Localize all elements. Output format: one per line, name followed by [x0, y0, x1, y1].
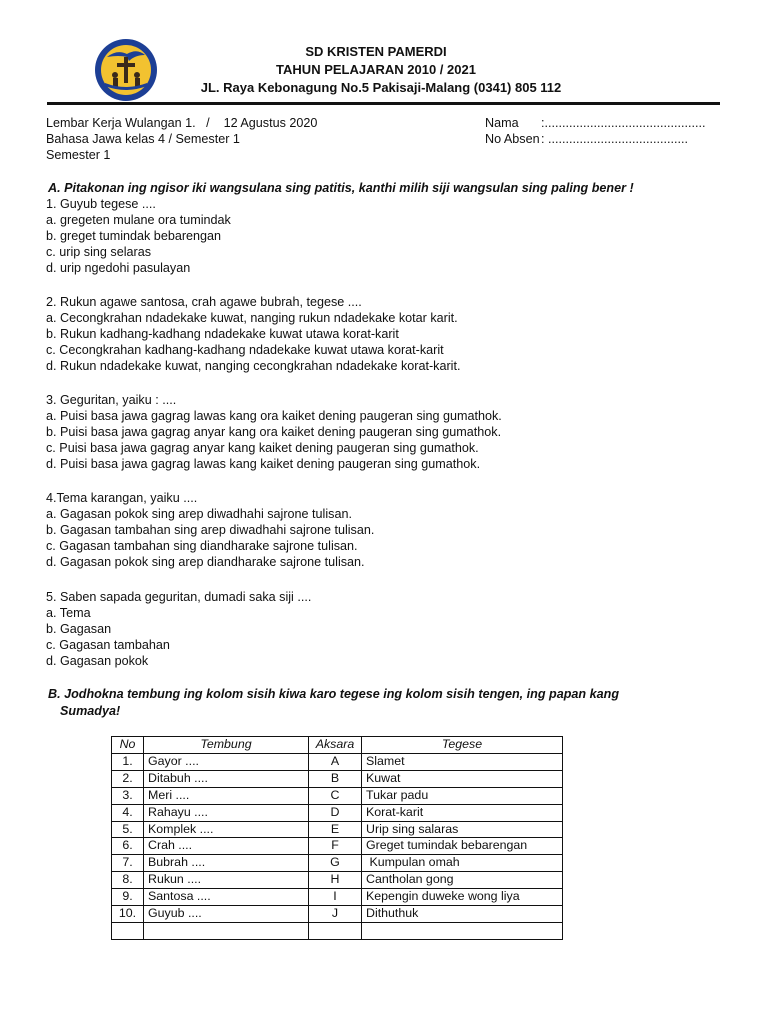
option[interactable]: d. Gagasan pokok	[46, 654, 149, 669]
row-number: 1.	[112, 753, 144, 770]
row-number: 2.	[112, 770, 144, 787]
matching-table	[111, 736, 563, 940]
option[interactable]: c. Puisi basa jawa gagrag anyar kang kaiket dening paugeran sing gumathok.	[46, 441, 479, 456]
section-b-title	[48, 686, 619, 720]
option[interactable]: a. Tema	[46, 606, 91, 621]
row-tegese: Tukar padu	[362, 787, 563, 804]
worksheet-title: Lembar Kerja Wulangan 1. / 12 Agustus 2020	[46, 116, 318, 130]
table-row	[112, 753, 563, 770]
question-4	[46, 490, 374, 570]
row-number: 3.	[112, 787, 144, 804]
student-info	[485, 115, 705, 147]
option[interactable]: b. Gagasan tambahan sing arep diwadhahi sajrone tulisan.	[46, 523, 375, 538]
row-tembung[interactable]: Gayor ....	[144, 753, 309, 770]
row-tembung[interactable]: Meri ....	[144, 787, 309, 804]
worksheet-subject: Bahasa Jawa kelas 4 / Semester 1	[46, 132, 240, 146]
row-aksara: J	[309, 906, 362, 923]
option[interactable]: c. urip sing selaras	[46, 245, 151, 260]
row-number: 8.	[112, 872, 144, 889]
option[interactable]: d. Gagasan pokok sing arep diandharake sajrone tulisan.	[46, 555, 365, 570]
table-row	[112, 872, 563, 889]
row-tegese: Urip sing salaras	[362, 821, 563, 838]
table-header-row	[112, 737, 563, 754]
question-2	[46, 294, 460, 374]
row-tembung[interactable]	[144, 922, 309, 939]
table-row	[112, 838, 563, 855]
option[interactable]: a. Cecongkrahan ndadekake kuwat, nanging rukun ndadekake kotar karit.	[46, 311, 458, 326]
question-text: 4.Tema karangan, yaiku ....	[46, 491, 198, 505]
row-number: 6.	[112, 838, 144, 855]
row-tegese	[362, 922, 563, 939]
question-1	[46, 196, 231, 276]
option[interactable]: b. Gagasan	[46, 622, 112, 637]
row-tembung[interactable]: Santosa ....	[144, 889, 309, 906]
name-row[interactable]	[485, 115, 705, 131]
table-row	[112, 804, 563, 821]
school-address: JL. Raya Kebonagung No.5 Pakisaji-Malang (0341) 805 112	[200, 80, 562, 95]
option[interactable]: b. Rukun kadhang-kadhang ndadekake kuwat utawa korat-karit	[46, 327, 399, 342]
option[interactable]: b. greget tumindak bebarengan	[46, 229, 222, 244]
row-number: 9.	[112, 889, 144, 906]
row-aksara: I	[309, 889, 362, 906]
row-tembung[interactable]: Komplek ....	[144, 821, 309, 838]
header-divider	[47, 102, 720, 105]
table-body	[112, 753, 563, 939]
row-aksara: F	[309, 838, 362, 855]
row-number	[112, 922, 144, 939]
row-tegese: Kumpulan omah	[362, 855, 563, 872]
option[interactable]: a. Puisi basa jawa gagrag lawas kang ora kaiket dening paugeran sing gumathok.	[46, 409, 502, 424]
row-tembung[interactable]: Rukun ....	[144, 872, 309, 889]
table-row	[112, 906, 563, 923]
absen-blank[interactable]: : ........................................	[541, 132, 688, 146]
option[interactable]: c. Cecongkrahan kadhang-kadhang ndadekake kuwat utawa korat-karit	[46, 343, 444, 358]
question-text: 3. Geguritan, yaiku : ....	[46, 393, 177, 407]
row-tembung[interactable]: Rahayu ....	[144, 804, 309, 821]
section-a-title: A. Pitakonan ing ngisor iki wangsulana sing patitis, kanthi milih siji wangsulan sing paling bener !	[48, 181, 634, 195]
table-row	[112, 889, 563, 906]
row-aksara: A	[309, 753, 362, 770]
option[interactable]: c. Gagasan tambahan sing diandharake sajrone tulisan.	[46, 539, 358, 554]
row-tegese: Greget tumindak bebarengan	[362, 838, 563, 855]
row-tegese: Kuwat	[362, 770, 563, 787]
table-row	[112, 821, 563, 838]
question-3	[46, 392, 502, 472]
question-text: 5. Saben sapada geguritan, dumadi saka siji ....	[46, 590, 312, 604]
row-tembung[interactable]: Crah ....	[144, 838, 309, 855]
option[interactable]: b. Puisi basa jawa gagrag anyar kang ora kaiket dening paugeran sing gumathok.	[46, 425, 502, 440]
absen-row[interactable]	[485, 131, 705, 147]
col-header-tegese: Tegese	[362, 737, 563, 754]
name-blank[interactable]: :..............................................	[541, 116, 706, 130]
row-aksara: E	[309, 821, 362, 838]
school-name: SD KRISTEN PAMERDI	[305, 44, 447, 59]
row-tegese: Cantholan gong	[362, 872, 563, 889]
table-row	[112, 770, 563, 787]
question-text: 2. Rukun agawe santosa, crah agawe bubrah, tegese ....	[46, 295, 362, 309]
row-tembung[interactable]: Guyub ....	[144, 906, 309, 923]
section-b-title-line1: B. Jodhokna tembung ing kolom sisih kiwa karo tegese ing kolom sisih tengen, ing papan kang	[48, 687, 620, 701]
row-aksara: B	[309, 770, 362, 787]
col-header-tembung: Tembung	[144, 737, 309, 754]
row-aksara	[309, 922, 362, 939]
option[interactable]: c. Gagasan tambahan	[46, 638, 170, 653]
option[interactable]: a. Gagasan pokok sing arep diwadhahi sajrone tulisan.	[46, 507, 352, 522]
col-header-aksara: Aksara	[309, 737, 362, 754]
row-number: 4.	[112, 804, 144, 821]
table-row	[112, 787, 563, 804]
row-number: 10.	[112, 906, 144, 923]
option[interactable]: d. Rukun ndadekake kuwat, nanging cecongkrahan ndadekake korat-karit.	[46, 359, 461, 374]
row-tembung[interactable]: Ditabuh ....	[144, 770, 309, 787]
row-aksara: C	[309, 787, 362, 804]
row-aksara: D	[309, 804, 362, 821]
option[interactable]: a. gregeten mulane ora tumindak	[46, 213, 231, 228]
row-tembung[interactable]: Bubrah ....	[144, 855, 309, 872]
row-number: 7.	[112, 855, 144, 872]
name-label: Nama	[485, 116, 519, 130]
worksheet-semester: Semester 1	[46, 148, 111, 162]
option[interactable]: d. urip ngedohi pasulayan	[46, 261, 191, 276]
option[interactable]: d. Puisi basa jawa gagrag lawas kang kaiket dening paugeran sing gumathok.	[46, 457, 481, 472]
table-row	[112, 855, 563, 872]
row-tegese: Dithuthuk	[362, 906, 563, 923]
col-header-no: No	[112, 737, 144, 754]
row-tegese: Korat-karit	[362, 804, 563, 821]
question-text: 1. Guyub tegese ....	[46, 197, 156, 211]
section-b-title-line2: Sumadya!	[60, 704, 121, 718]
row-tegese: Slamet	[362, 753, 563, 770]
row-number: 5.	[112, 821, 144, 838]
row-tegese: Kepengin duweke wong liya	[362, 889, 563, 906]
question-5	[46, 589, 311, 669]
worksheet-info	[46, 115, 317, 163]
school-year: TAHUN PELAJARAN 2010 / 2021	[276, 62, 476, 77]
absen-label: No Absen	[485, 132, 540, 146]
row-aksara: G	[309, 855, 362, 872]
table-row	[112, 922, 563, 939]
row-aksara: H	[309, 872, 362, 889]
